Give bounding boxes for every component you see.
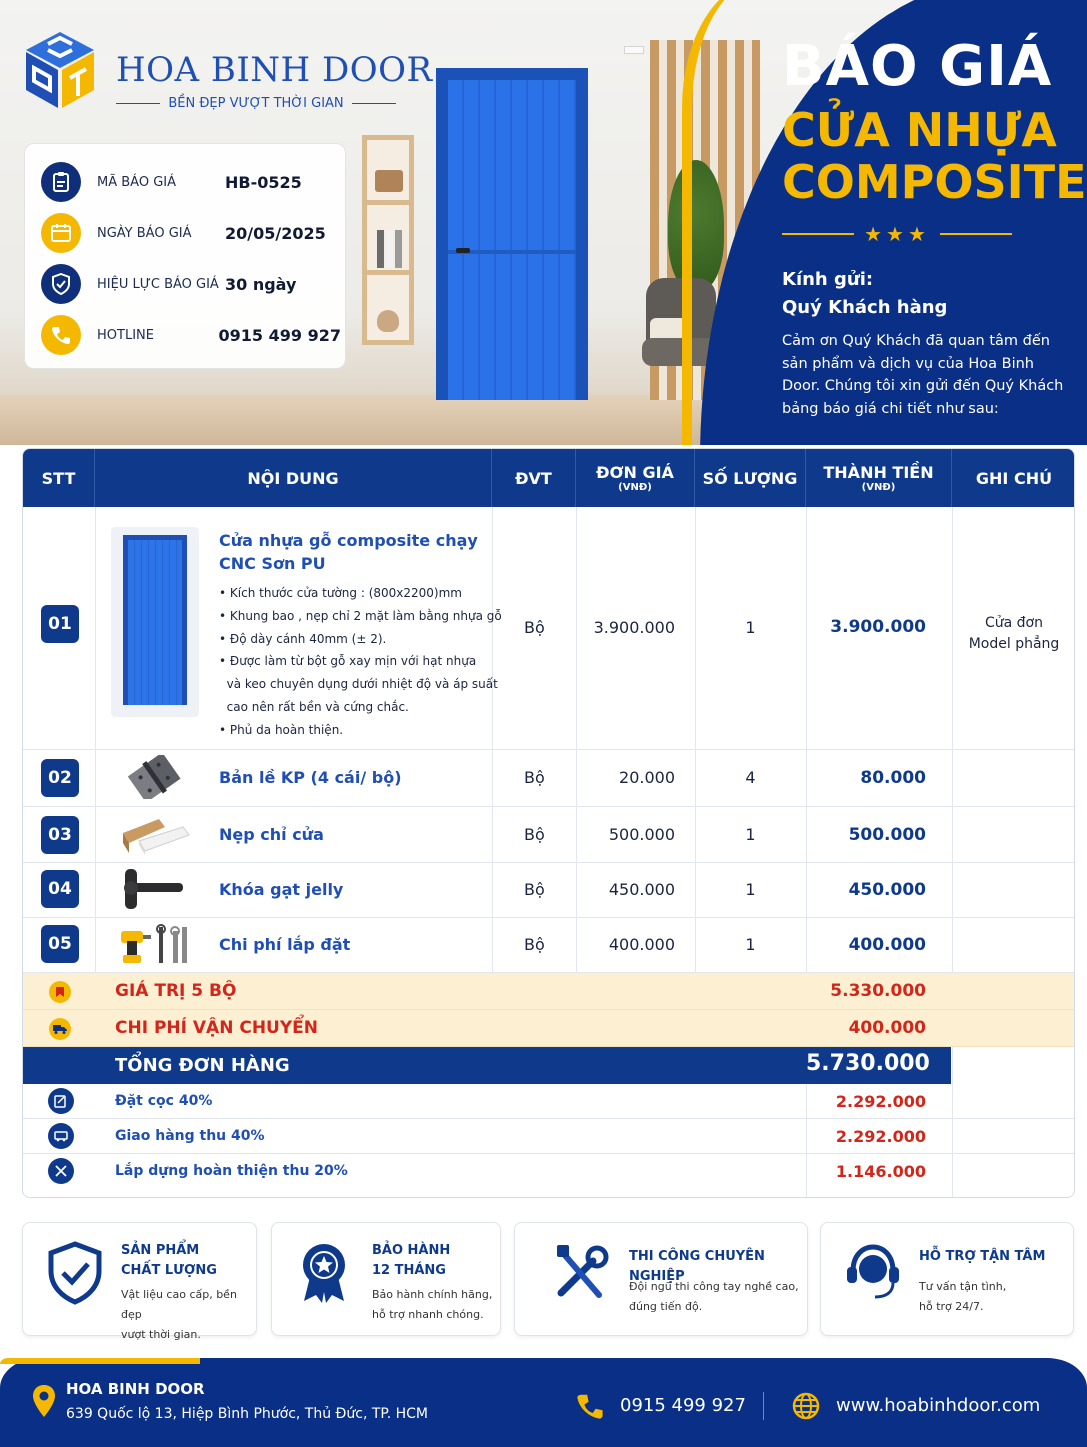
table-row (23, 807, 1074, 863)
info-row-quote-code (41, 162, 341, 202)
header-stt: STT (23, 449, 95, 507)
detail-line: • Độ dày cánh 40mm (± 2). (219, 631, 387, 646)
grand-total-value: 5.730.000 (806, 1051, 930, 1076)
detail-line: • Kích thước cửa tường : (800x2200)mm (219, 586, 462, 600)
clipboard-icon (41, 162, 81, 202)
payment-label: Đặt cọc 40% (115, 1093, 213, 1109)
intro-text: Cảm ơn Quý Khách đã quan tâm đến sản phẩm và dịch vụ của Hoa Binh Door. Chúng tôi xin gửi đến Quý Khách bảng báo giá chi tiết như sau: (782, 333, 1064, 417)
grand-total-row (23, 1047, 951, 1084)
title-line-1: BÁO GIÁ (782, 34, 1053, 99)
detail-line: • Khung bao , nẹp chỉ 2 mặt làm bằng nhựa gỗ (219, 608, 502, 623)
header-content: NỘI DUNG (95, 449, 492, 507)
product-name: Cửa nhựa gỗ composite chạy CNC Sơn PU (219, 531, 478, 573)
floor-image (0, 395, 760, 445)
product-name: Bản lề KP (4 cái/ bộ) (219, 768, 402, 787)
amount: 400.000 (848, 935, 926, 955)
feature-title: THI CÔNG CHUYÊN NGHIỆP (629, 1249, 765, 1284)
footer (0, 1358, 1087, 1447)
quantity: 1 (745, 825, 756, 844)
location-pin-icon (32, 1384, 56, 1418)
globe-icon (792, 1392, 820, 1420)
payment-value: 2.292.000 (835, 1127, 926, 1146)
product-name: Khóa gạt jelly (219, 880, 344, 899)
truck-icon (49, 1018, 71, 1040)
detail-line: • Được làm từ bột gỗ xay mịn với hạt nhựa (219, 654, 477, 669)
wrench-icon (48, 1158, 74, 1184)
title-line-3: COMPOSITE (782, 155, 1087, 209)
table-header (23, 449, 1074, 507)
footer-website-link[interactable]: www.hoabinhdoor.com (836, 1395, 1041, 1416)
ceiling-light-image (624, 46, 644, 54)
table-row (23, 750, 1074, 807)
info-value: 30 ngày (225, 274, 297, 294)
footer-phone-link[interactable]: 0915 499 927 (620, 1395, 746, 1416)
info-label: HOTLINE (97, 327, 154, 343)
row-number: 01 (41, 605, 79, 643)
product-details (219, 582, 502, 742)
title-product (782, 104, 1087, 208)
subtotal-label: GIÁ TRỊ 5 BỘ (115, 981, 237, 1001)
payment-row (23, 1119, 1074, 1154)
row-number: 03 (41, 816, 79, 854)
note-line-1: Cửa đơn (984, 615, 1043, 631)
row-number: 02 (41, 759, 79, 797)
feature-card-installation (514, 1222, 808, 1336)
shipping-row (23, 1010, 1074, 1047)
headset-icon (845, 1241, 901, 1305)
quantity: 4 (745, 768, 756, 787)
unit: Bộ (524, 618, 545, 637)
shield-check-icon (47, 1241, 103, 1305)
feature-desc: Tư vấn tận tình, hỗ trợ 24/7. (919, 1280, 1007, 1313)
unit-price: 400.000 (608, 935, 675, 954)
footer-company-name: HOA BINH DOOR (66, 1380, 205, 1398)
quantity: 1 (745, 935, 756, 954)
unit-price: 500.000 (608, 825, 675, 844)
header-unit: ĐVT (492, 449, 576, 507)
feature-desc: Bảo hành chính hãng, hỗ trợ nhanh chóng. (372, 1288, 493, 1321)
unit: Bộ (524, 880, 545, 899)
detail-line: và keo chuyên dụng dưới nhiệt độ và áp suất (219, 677, 498, 692)
table-row (23, 918, 1074, 973)
info-row-quote-date (41, 213, 341, 253)
hero-banner (0, 0, 1087, 445)
phone-icon (41, 315, 81, 355)
info-label: MÃ BÁO GIÁ (97, 174, 176, 190)
lever-lock-icon (119, 867, 191, 911)
product-name: Chi phí lắp đặt (219, 935, 351, 954)
quantity: 1 (745, 880, 756, 899)
info-value: 0915 499 927 (218, 325, 341, 345)
shelf-image (362, 135, 414, 345)
info-value: 20/05/2025 (225, 223, 326, 243)
unit: Bộ (524, 825, 545, 844)
info-row-hotline (41, 315, 341, 355)
amount: 450.000 (848, 880, 926, 900)
payment-label: Giao hàng thu 40% (115, 1128, 265, 1144)
info-row-validity (41, 264, 341, 304)
payment-value: 2.292.000 (835, 1092, 926, 1111)
feature-desc: Đội ngũ thi công tay nghề cao, đúng tiến độ. (629, 1280, 799, 1313)
tools-icon (553, 1241, 609, 1305)
detail-line: • Phủ da hoàn thiện. (219, 722, 344, 737)
unit-price: 3.900.000 (593, 618, 675, 637)
greeting-line-2: Quý Khách hàng (782, 297, 948, 318)
table-row (23, 863, 1074, 918)
installation-tools-icon (119, 923, 191, 967)
product-name: Nẹp chỉ cửa (219, 825, 324, 844)
brand-tagline (116, 96, 396, 111)
quote-table (22, 448, 1075, 1198)
door-leaf-image (448, 80, 576, 400)
calendar-icon (41, 213, 81, 253)
feature-desc: Vật liệu cao cấp, bền đẹp vượt thời gian. (121, 1288, 237, 1341)
hinge-icon (119, 755, 191, 799)
feature-card-support (820, 1222, 1074, 1336)
stars-divider (782, 222, 1012, 246)
shield-check-icon (41, 264, 81, 304)
grand-total-label: TỔNG ĐƠN HÀNG (115, 1055, 290, 1076)
info-label: NGÀY BÁO GIÁ (97, 225, 192, 241)
greeting-line-1: Kính gửi: (782, 269, 874, 290)
footer-address: 639 Quốc lộ 13, Hiệp Bình Phước, Thủ Đức, TP. HCM (66, 1406, 428, 1422)
unit-price: 450.000 (608, 880, 675, 899)
header-unit-price: ĐƠN GIÁ (VNĐ) (576, 449, 695, 507)
tagline-text: BỀN ĐẸP VƯỢT THỜI GIAN (168, 96, 344, 111)
feature-card-quality (22, 1222, 257, 1341)
unit-price: 20.000 (619, 768, 675, 787)
row-number: 05 (41, 925, 79, 963)
shipping-value: 400.000 (848, 1018, 926, 1038)
amount: 3.900.000 (830, 617, 926, 637)
stars-icon: ★★★ (864, 222, 930, 246)
delivery-icon (48, 1123, 74, 1149)
payment-row (23, 1084, 1074, 1119)
feature-card-warranty (271, 1222, 501, 1336)
info-label: HIỆU LỰC BÁO GIÁ (97, 276, 219, 292)
feature-title: HỖ TRỢ TẬN TÂM (919, 1249, 1046, 1264)
brand-logo-icon (24, 30, 96, 110)
amount: 80.000 (860, 768, 926, 788)
unit: Bộ (524, 935, 545, 954)
brand-name: HOA BINH DOOR (116, 50, 433, 90)
payment-value: 1.146.000 (835, 1162, 926, 1181)
title-line-2: CỬA NHỰA (782, 103, 1057, 157)
payment-row (23, 1154, 1074, 1189)
note (952, 613, 1075, 655)
door-product-image (111, 527, 199, 717)
feature-title: BẢO HÀNH 12 THÁNG (372, 1243, 451, 1278)
row-number: 04 (41, 870, 79, 908)
unit: Bộ (524, 768, 545, 787)
subtotal-value: 5.330.000 (830, 981, 926, 1001)
header-amount: THÀNH TIỀN (VNĐ) (806, 449, 952, 507)
header-quantity: SỐ LƯỢNG (695, 449, 806, 507)
amount: 500.000 (848, 825, 926, 845)
quote-info-card (24, 143, 346, 369)
detail-line: cao nên rất bền và cứng chắc. (219, 699, 409, 714)
header-note: GHI CHÚ (975, 468, 1053, 488)
feature-title: SẢN PHẨM CHẤT LƯỢNG (121, 1243, 217, 1278)
info-value: HB-0525 (225, 172, 302, 192)
bookmark-icon (49, 981, 71, 1003)
greeting (782, 266, 947, 322)
payment-label: Lắp dựng hoàn thiện thu 20% (115, 1163, 348, 1179)
award-badge-icon (296, 1241, 352, 1305)
subtotal-row (23, 973, 1074, 1010)
deposit-icon (48, 1088, 74, 1114)
shipping-label: CHI PHÍ VẬN CHUYỂN (115, 1018, 318, 1038)
quantity: 1 (745, 618, 756, 637)
note-line-2: Model phẳng (968, 636, 1060, 652)
table-row (23, 507, 1074, 750)
phone-icon (576, 1392, 604, 1420)
door-trim-icon (119, 813, 191, 857)
